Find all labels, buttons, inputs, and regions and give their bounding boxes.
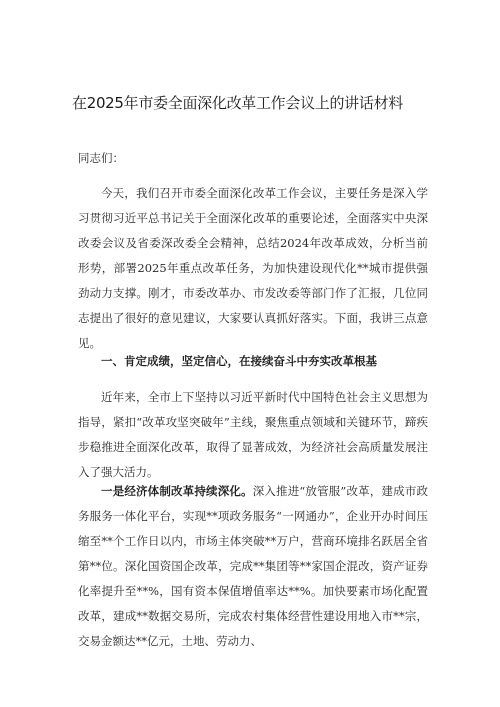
paragraph-intro: 今天，我们召开市委全面深化改革工作会议，主要任务是深入学习贯彻习近平总书记关于全面深化改革的重要论述，全面落实中央深改委会议及省委深改委全会精神，总结2024年改革成效，分析当前形势，部署2025年重点改革任务，为加快建设现代化**城市提供强劲动力支撑。刚才，市委改革办、市发改委等部门作了汇报，几位同志提出了很好的意见建议，大家要认真抓好落实。下面，我讲三点意见。 (78, 186, 428, 350)
paragraph-body: 深入推进“放管服”改革，建成市政务服务一体化平台，实现**项政务服务“一网通办”，企业开办时间压缩至**个工作日以内，市场主体突破**万户，营商环境排名跃居全省第**位。深化国资国企改革，完成**集团等**家国企混改，资产证券化率提升至**%，国有资本保值增值率达**%。加快要素市场化配置改革，建成**数据交易所，完成农村集体经营性建设用地入市**宗，交易金额达**亿元，土地、劳动力、 (78, 484, 428, 648)
paragraph-economic-reform (78, 479, 428, 654)
document-title: 在2025年市委全面深化改革工作会议上的讲话材料 (72, 94, 403, 112)
section-heading-1: 一、肯定成绩，坚定信心，在接续奋斗中夯实改革根基 (101, 354, 377, 368)
paragraph-achievements: 近年来，全市上下坚持以习近平新时代中国特色社会主义思想为指导，紧扣“改革攻坚突破年”主线，聚焦重点领域和关键环节，蹄疾步稳推进全面深化改革，取得了显著成效，为经济社会高质量发展注入了强大活力。 (78, 390, 428, 479)
paragraph-lead: 一是经济体制改革持续深化。 (101, 484, 253, 498)
greeting: 同志们： (78, 151, 124, 165)
